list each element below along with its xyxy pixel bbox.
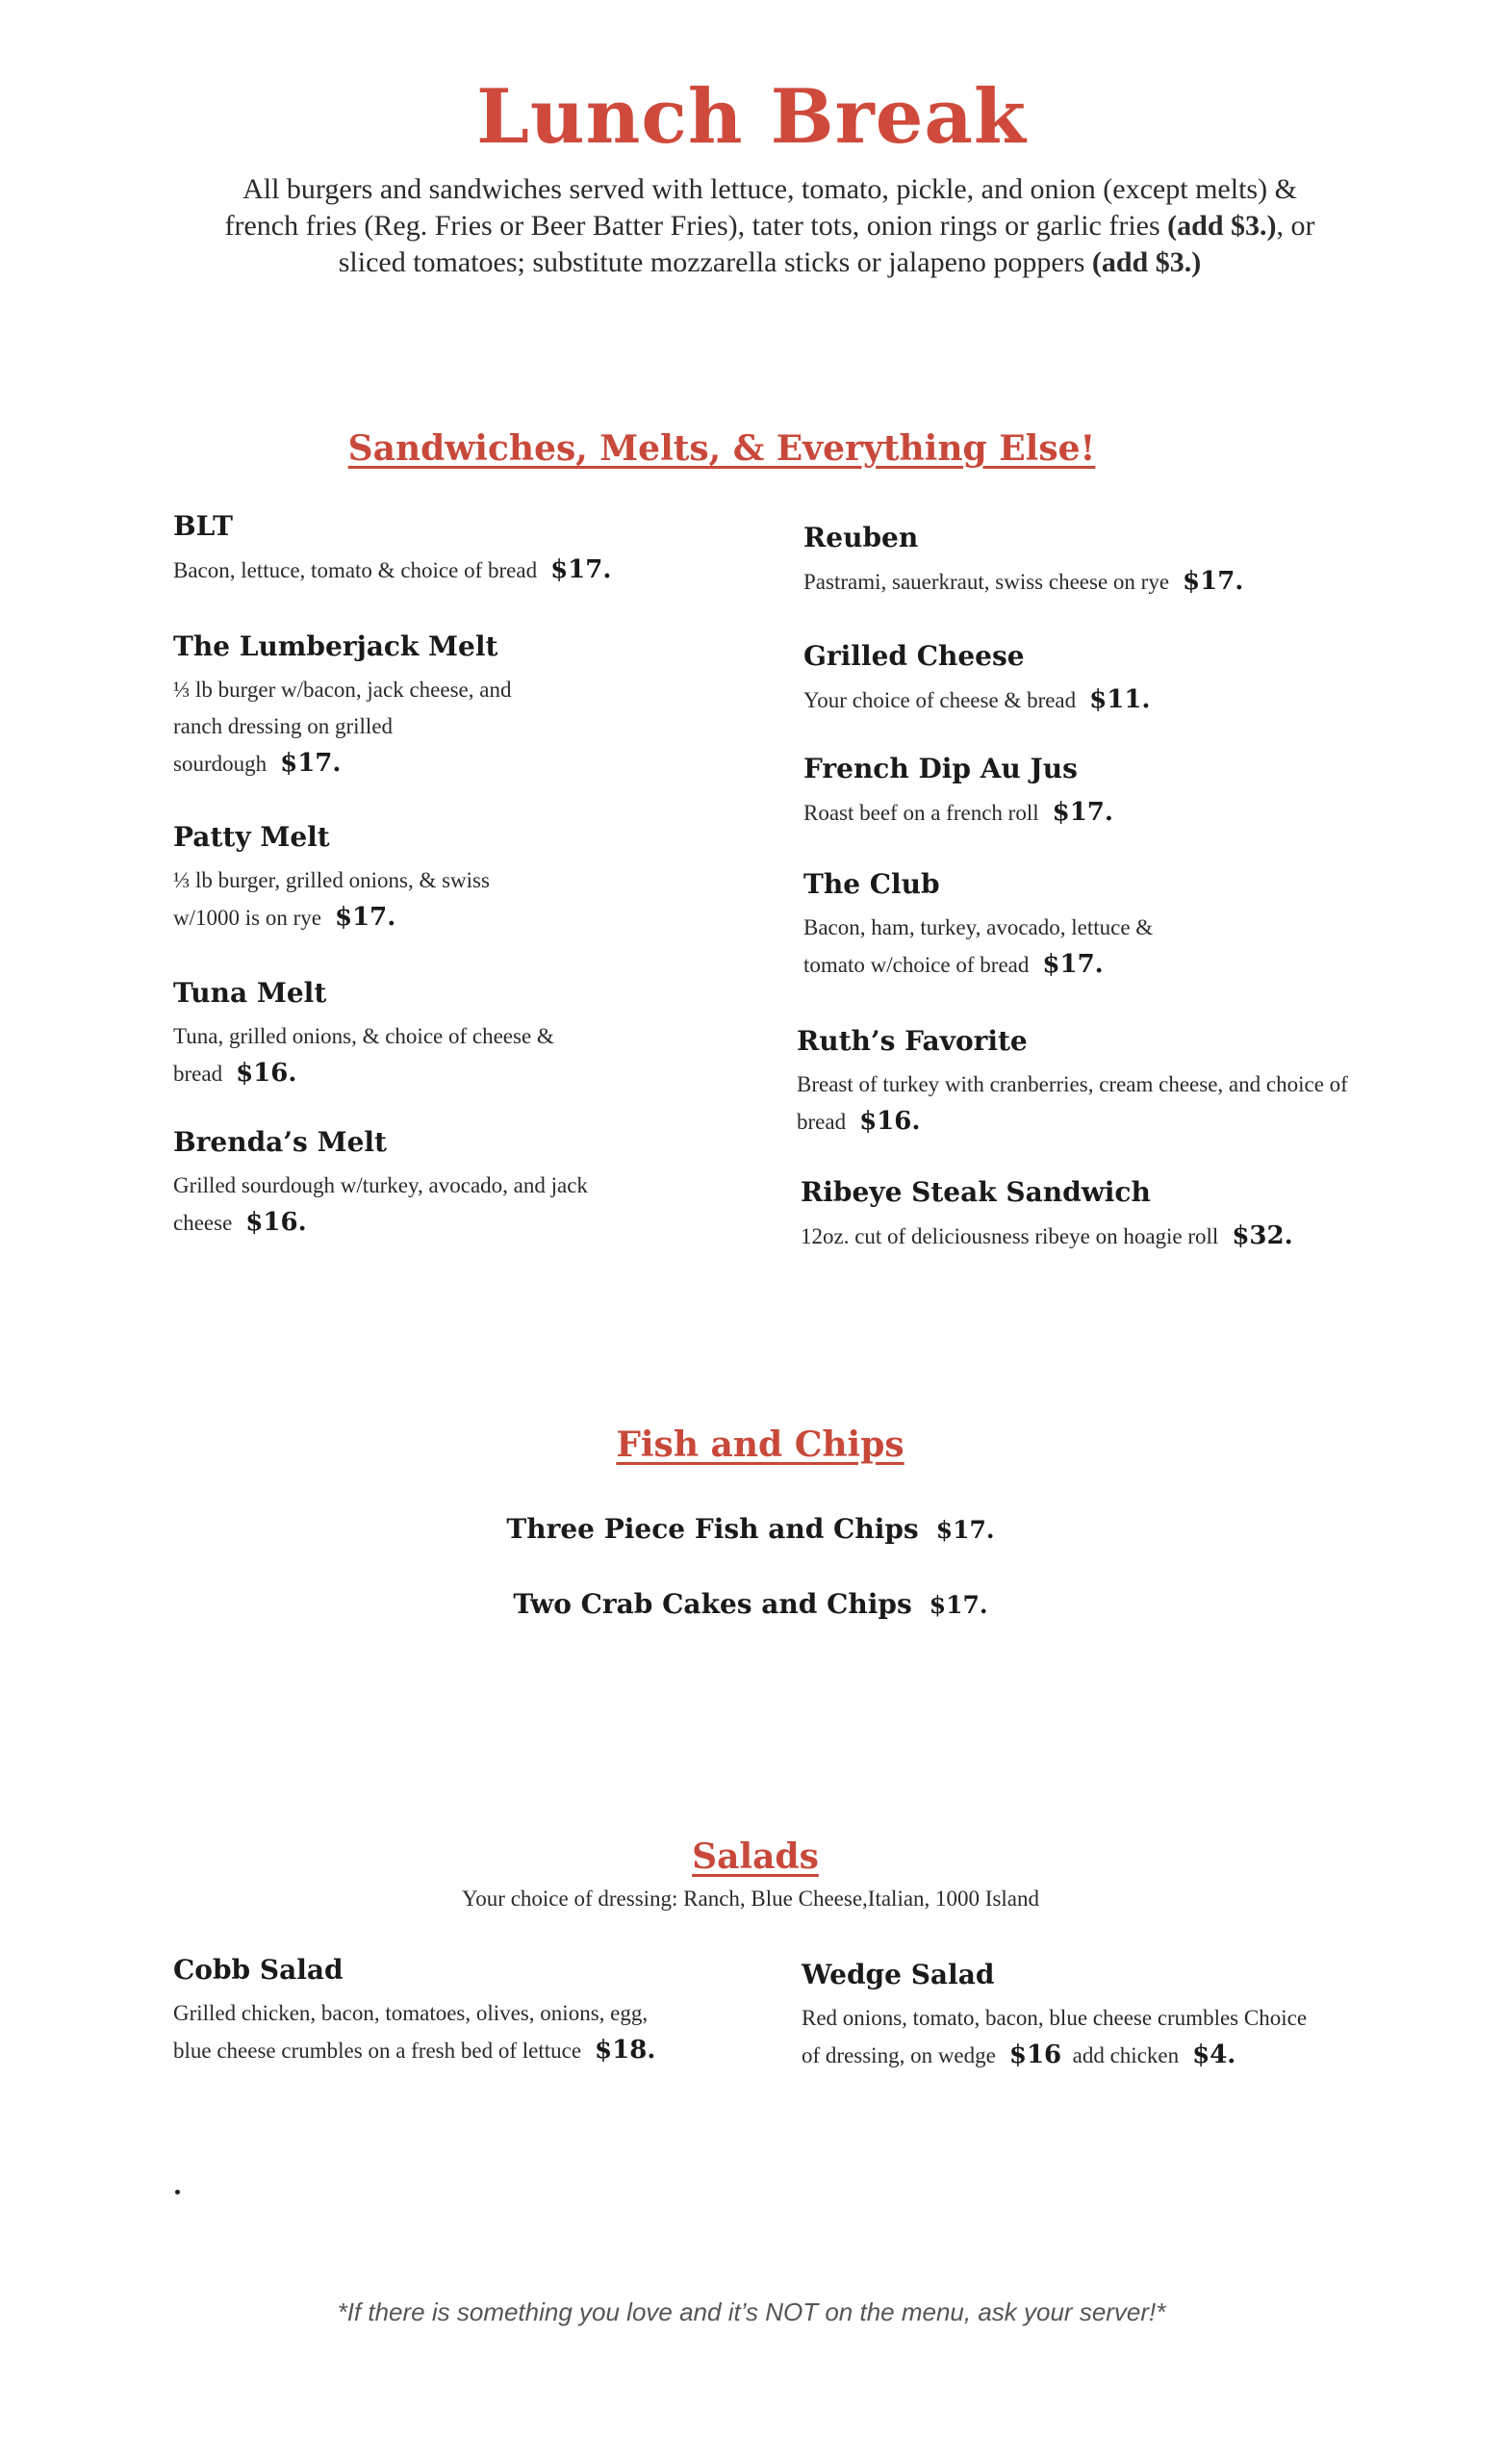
- item-name: BLT: [173, 510, 233, 542]
- item-price: $17.: [334, 903, 396, 932]
- item-price: $16.: [859, 1107, 921, 1136]
- item-price: $16.: [245, 1208, 307, 1237]
- item-description: Grilled chicken, bacon, tomatoes, olives, onions, egg, blue cheese crumbles on a fresh bed of lettuce $18.: [173, 2001, 656, 2065]
- item-name: Cobb Salad: [173, 1954, 344, 1986]
- intro-text-1: All burgers and sandwiches served with lettuce, tomato, pickle, and onion (except melts) & french fries (Reg. Fries or Beer Batter Fries), tater tots, onion rings or garlic fries: [224, 173, 1297, 242]
- item-price: $16: [1008, 2040, 1062, 2069]
- item-name: The Lumberjack Melt: [173, 630, 498, 662]
- item-description: Bacon, lettuce, tomato & choice of bread $17.: [173, 555, 612, 584]
- dressing-note: Your choice of dressing: Ranch, Blue Cheese,Italian, 1000 Island: [461, 1886, 1039, 1911]
- menu-item-cobb-salad: [173, 1954, 674, 2069]
- menu-item-reuben: [803, 522, 1400, 601]
- menu-item-patty-melt: [173, 821, 558, 937]
- menu-item-the-club: [803, 868, 1217, 984]
- intro-add-price-1: (add $3.): [1167, 210, 1277, 242]
- menu-item-lumberjack-melt: [173, 630, 529, 783]
- item-price: $16.: [236, 1059, 297, 1088]
- item-price: $17.: [1183, 567, 1244, 596]
- footer-note: *If there is something you love and it’s NOT on the menu, ask your server!*: [337, 2297, 1166, 2326]
- menu-item-three-piece-fish: [414, 1513, 1087, 1545]
- item-price: $17.: [1042, 950, 1104, 979]
- item-name: Brenda’s Melt: [173, 1126, 387, 1158]
- item-description: Grilled sourdough w/turkey, avocado, and jack cheese $16.: [173, 1173, 588, 1237]
- menu-title: Lunch Break: [476, 73, 1027, 161]
- item-price: $18.: [595, 2036, 656, 2065]
- item-description: Red onions, tomato, bacon, blue cheese crumbles Choice of dressing, on wedge $16 add chicken $4.: [802, 2006, 1308, 2069]
- menu-item-two-crab-cakes: [414, 1588, 1087, 1620]
- item-description: Bacon, ham, turkey, avocado, lettuce & tomato w/choice of bread $17.: [803, 915, 1154, 979]
- item-price: $17.: [550, 555, 612, 584]
- add-chicken-price: $4.: [1192, 2040, 1236, 2069]
- item-description: Your choice of cheese & bread $11.: [803, 685, 1151, 714]
- menu-item-ribeye-steak-sandwich: [801, 1176, 1416, 1255]
- item-name: Grilled Cheese: [803, 640, 1025, 672]
- item-description: Pastrami, sauerkraut, swiss cheese on rye $17.: [803, 567, 1244, 596]
- fish-and-chips-heading: Fish and Chips: [616, 1424, 904, 1465]
- salads-heading: Salads: [692, 1836, 819, 1877]
- add-chicken-label: add chicken: [1072, 2043, 1180, 2067]
- menu-item-grilled-cheese: [803, 640, 1400, 719]
- item-description: ⅓ lb burger, grilled onions, & swiss w/1000 is on rye $17.: [173, 868, 490, 932]
- item-price: $17.: [1052, 798, 1113, 827]
- menu-item-ruths-favorite: [797, 1025, 1355, 1141]
- item-description: Breast of turkey with cranberries, cream cheese, and choice of bread $16.: [797, 1072, 1348, 1136]
- sandwiches-heading: Sandwiches, Melts, & Everything Else!: [347, 428, 1096, 469]
- menu-item-brendas-melt: [173, 1126, 674, 1242]
- item-description: 12oz. cut of deliciousness ribeye on hoagie roll $32.: [801, 1221, 1293, 1250]
- item-price: $17.: [935, 1516, 995, 1544]
- intro-note: [207, 171, 1333, 281]
- item-name: Tuna Melt: [173, 977, 327, 1009]
- item-name: French Dip Au Jus: [803, 753, 1078, 784]
- item-description: Roast beef on a french roll $17.: [803, 798, 1113, 827]
- item-name: Reuben: [803, 522, 919, 553]
- item-description: Tuna, grilled onions, & choice of cheese & bread $16.: [173, 1024, 554, 1088]
- stray-dot: [175, 2190, 180, 2194]
- item-name: Wedge Salad: [802, 1959, 995, 1990]
- intro-text-2: , or sliced tomatoes; substitute mozzarella sticks or jalapeno poppers: [338, 210, 1315, 278]
- item-name: Ribeye Steak Sandwich: [801, 1176, 1151, 1208]
- menu-item-wedge-salad: [802, 1959, 1321, 2074]
- item-price: $17.: [929, 1591, 988, 1619]
- item-price: $11.: [1089, 685, 1151, 714]
- menu-item-french-dip: [803, 753, 1400, 832]
- item-price: $32.: [1232, 1221, 1293, 1250]
- item-name: Three Piece Fish and Chips: [506, 1513, 919, 1545]
- item-price: $17.: [280, 749, 342, 778]
- item-description: ⅓ lb burger w/bacon, jack cheese, and ranch dressing on grilled sourdough $17.: [173, 678, 512, 778]
- item-name: Two Crab Cakes and Chips: [513, 1588, 912, 1620]
- menu-item-blt: [173, 510, 751, 589]
- item-name: The Club: [803, 868, 940, 900]
- item-name: Patty Melt: [173, 821, 330, 853]
- menu-item-tuna-melt: [173, 977, 587, 1092]
- item-name: Ruth’s Favorite: [797, 1025, 1028, 1057]
- intro-add-price-2: (add $3.): [1091, 246, 1202, 278]
